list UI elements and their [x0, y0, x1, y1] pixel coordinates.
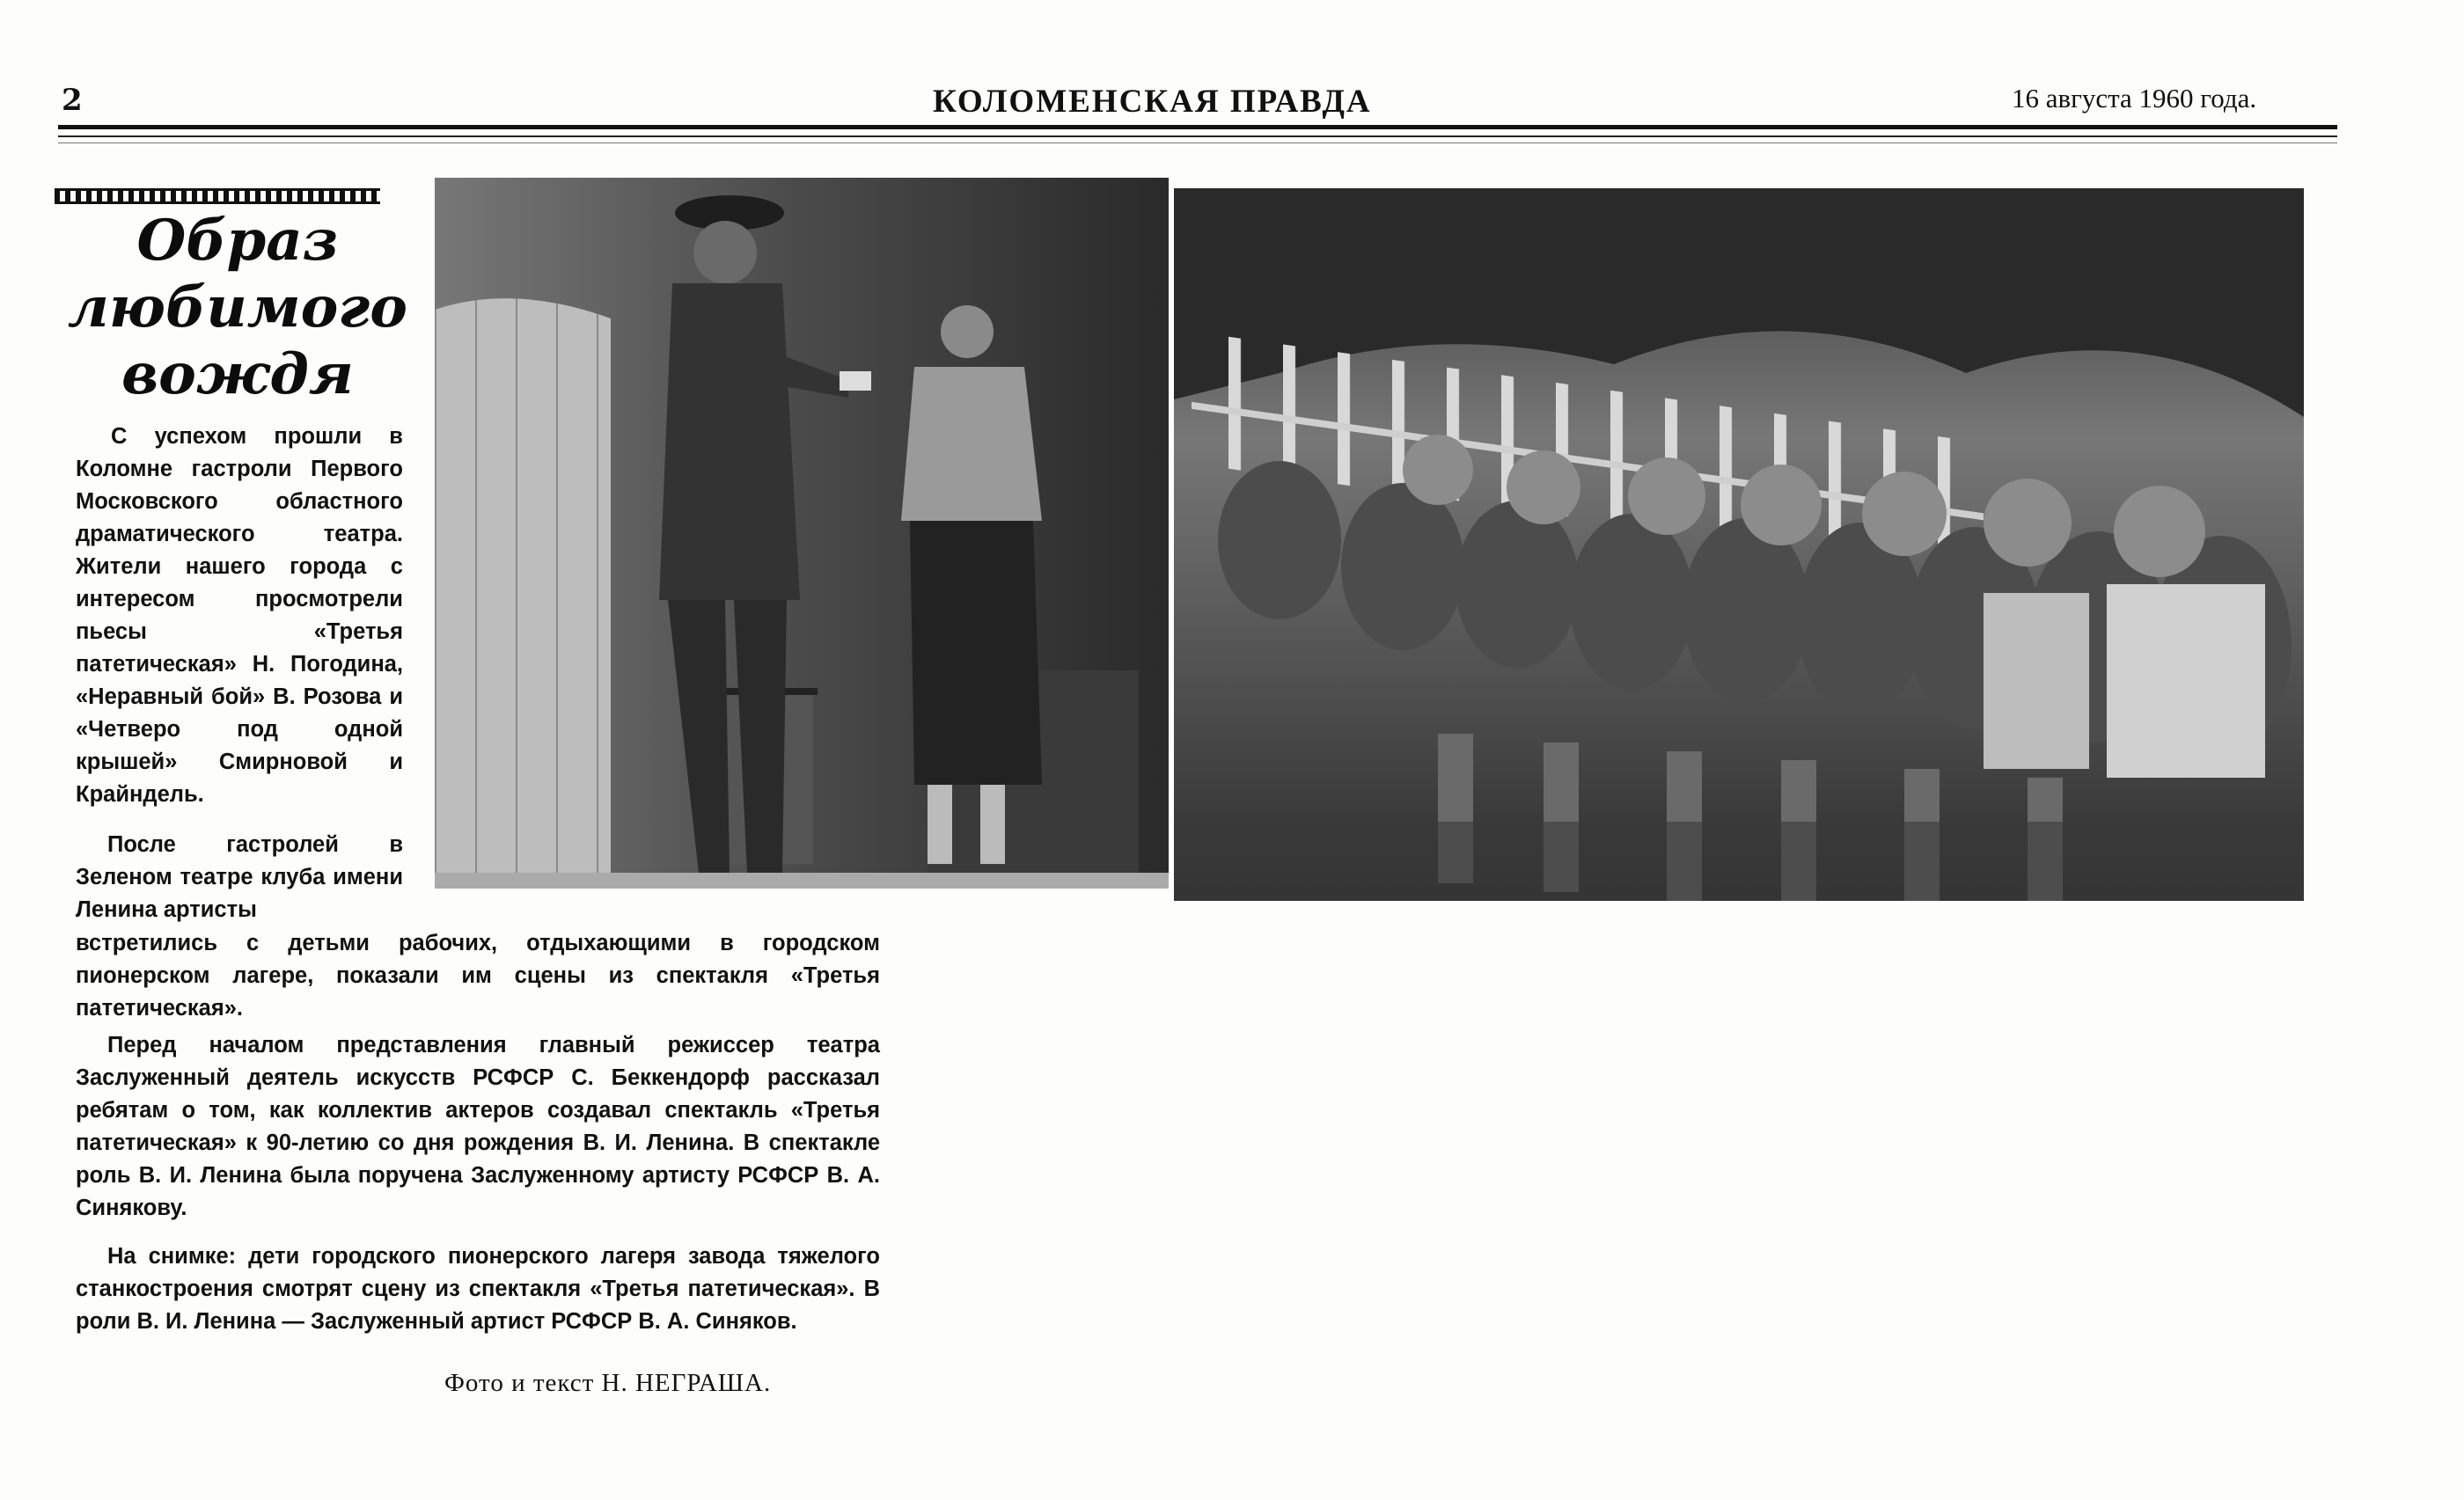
article-headline: [53, 208, 422, 408]
stage-scene-photo: [435, 178, 1169, 889]
header-rule-thin: [58, 135, 2337, 137]
paragraph-2-start: После гастролей в Зеленом театре клуба имени Ленина артисты: [76, 832, 403, 922]
headline-line: любимого: [68, 274, 407, 340]
paragraph-1: С успехом прошли в Коломне гастроли Первого Московского областного драматического театра. Жители нашего города с интересом просмотрели пьесы «Третья патетическая» Н. Погодина, «Неравный бой» В. Розова и «Четверо под одной крышей» Смирновой и Крайндель.: [76, 424, 403, 807]
header-rule: [58, 125, 2337, 129]
audience-image: [1174, 188, 2304, 901]
headline-line: вождя: [121, 341, 354, 407]
children-audience-photo: [1174, 188, 2304, 901]
page-number: 2: [62, 83, 83, 118]
paragraph-2-rest: встретились с детьми рабочих, отдыхающими в городском пионерском лагере, показали им сцены из спектакля «Третья патетическая».: [76, 931, 880, 1021]
decorative-rule: [55, 188, 380, 204]
photo-credit: Фото и текст Н. НЕГРАША.: [444, 1369, 772, 1397]
photo-caption: На снимке: дети городского пионерского лагеря завода тяжелого станкостроения смотрят сцену из спектакля «Третья патетическая». В роли В. И. Ленина — Заслуженный артист РСФСР В. А. Синяков.: [76, 1244, 880, 1334]
issue-date: 16 августа 1960 года.: [2012, 83, 2257, 113]
stage-scene-image: [435, 178, 1169, 889]
headline-line: Образ: [136, 208, 339, 274]
paragraph-3: Перед началом представления главный режиссер театра Заслуженный деятель искусств РСФСР С. Беккендорф рассказал ребятам о том, как коллектив актеров создавал спектакль «Третья патетическая» к 90-летию со дня рождения В. И. Ленина. В спектакле роль В. И. Ленина была поручена Заслуженному артисту РСФСР В. А. Синякову.: [76, 1033, 880, 1220]
masthead: КОЛОМЕНСКАЯ ПРАВДА: [933, 84, 1372, 120]
